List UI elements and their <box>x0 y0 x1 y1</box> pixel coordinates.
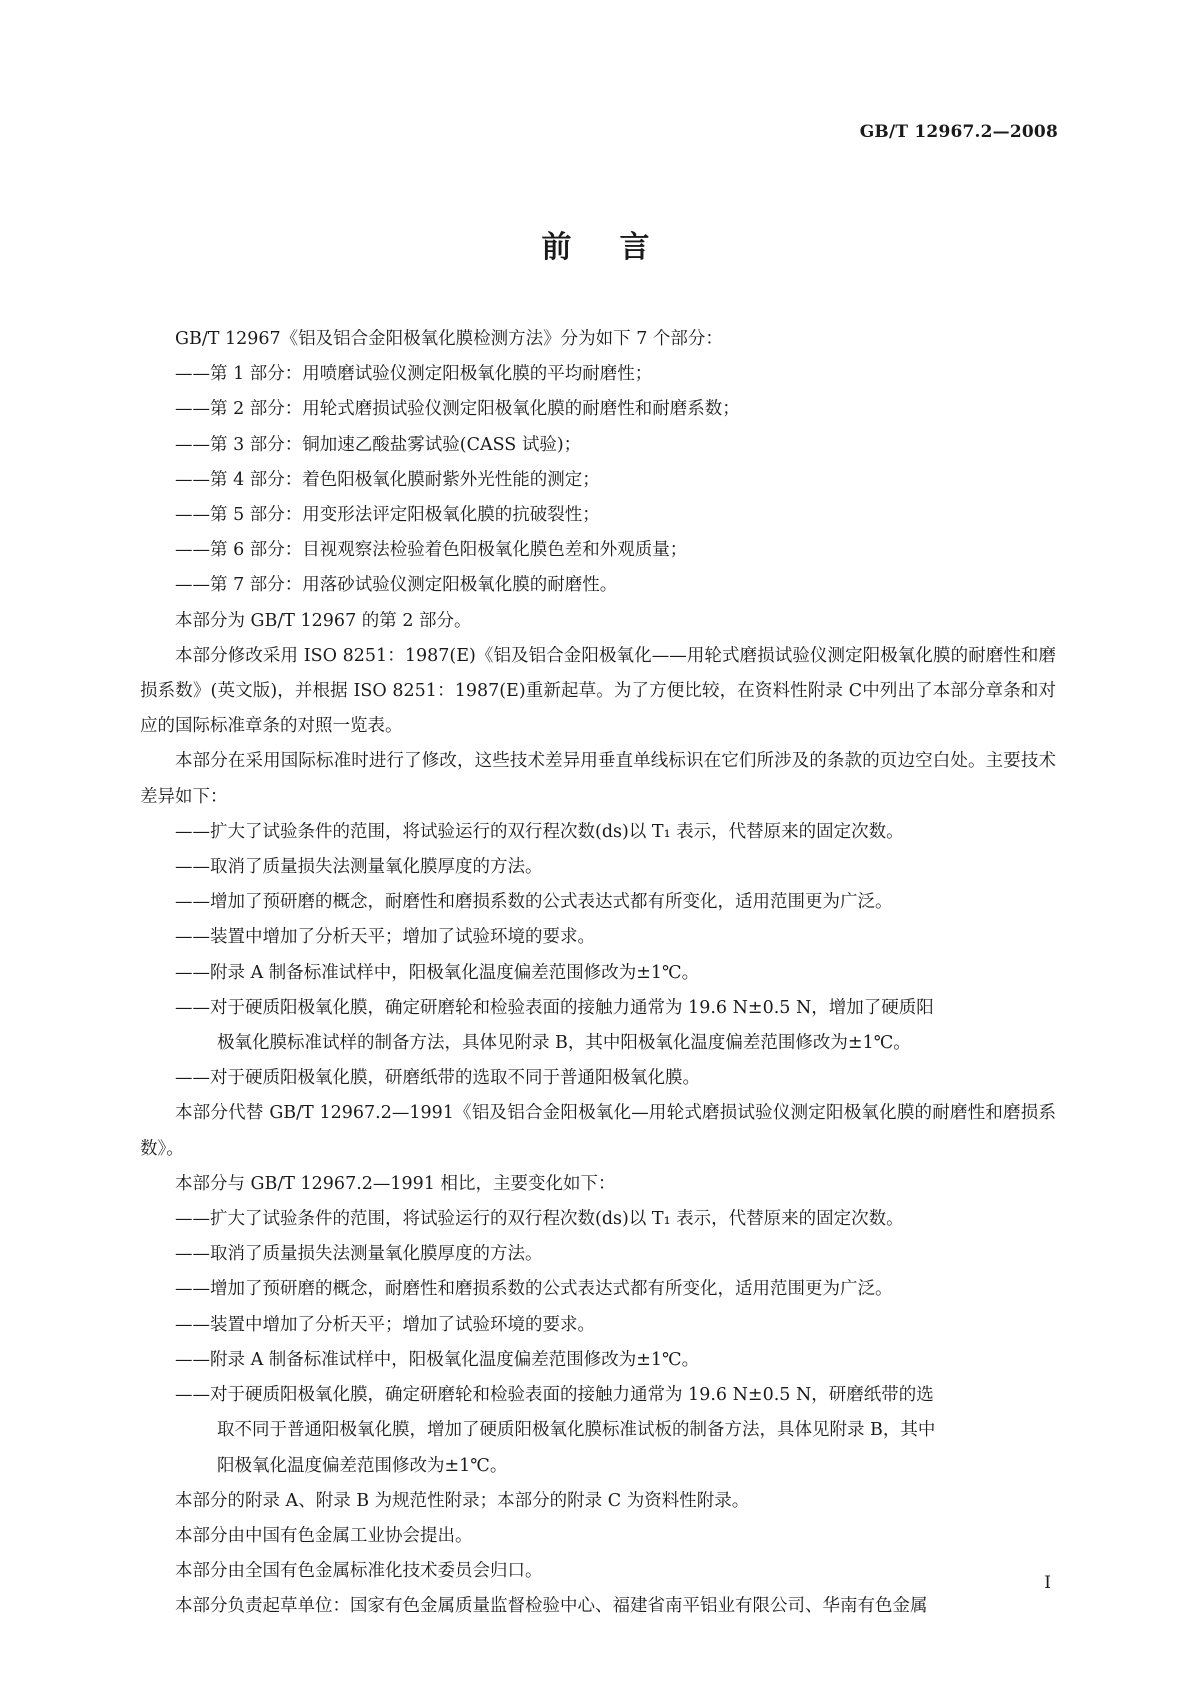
paragraph: 本部分代替 GB/T 12967.2—1991《铝及铝合金阳极氧化—用轮式磨损试验仪测定阳极氧化膜的耐磨性和磨损系数》。 <box>140 1103 1056 1159</box>
list-item: ——第 5 部分：用变形法评定阳极氧化膜的抗破裂性； <box>175 505 600 526</box>
list-item: ——取消了质量损失法测量氧化膜厚度的方法。 <box>175 1244 543 1265</box>
list-item <box>140 991 1056 1061</box>
list-item: ——第 7 部分：用落砂试验仪测定阳极氧化膜的耐磨性。 <box>175 575 618 596</box>
list-item: ——第 1 部分：用喷磨试验仪测定阳极氧化膜的平均耐磨性； <box>175 364 653 385</box>
list-item: ——第 2 部分：用轮式磨损试验仪测定阳极氧化膜的耐磨性和耐磨系数； <box>175 399 740 420</box>
paragraph: GB/T 12967《铝及铝合金阳极氧化膜检测方法》分为如下 7 个部分： <box>175 329 723 349</box>
standard-number-header: GB/T 12967.2—2008 <box>859 122 1058 142</box>
list-item-line: ——对于硬质阳极氧化膜，确定研磨轮和检验表面的接触力通常为 19.6 N±0.5 N，研磨纸带的选 <box>175 1385 934 1406</box>
list-item-line: 取不同于普通阳极氧化膜，增加了硬质阳极氧化膜标准试板的制备方法，具体见附录 B，其中 <box>217 1420 936 1441</box>
paragraph: 本部分由中国有色金属工业协会提出。 <box>175 1525 473 1546</box>
list-item-line: ——对于硬质阳极氧化膜，确定研磨轮和检验表面的接触力通常为 19.6 N±0.5 N，增加了硬质阳 <box>175 997 934 1018</box>
paragraph: 本部分的附录 A、附录 B 为规范性附录；本部分的附录 C 为资料性附录。 <box>175 1490 750 1511</box>
list-item: ——扩大了试验条件的范围，将试验运行的双行程次数(ds)以 T₁ 表示，代替原来的固定次数。 <box>175 1209 904 1230</box>
list-item-line: 阳极氧化温度偏差范围修改为±1℃。 <box>217 1455 508 1476</box>
document-body <box>140 322 1056 1625</box>
list-item: ——增加了预研磨的概念，耐磨性和磨损系数的公式表达式都有所变化，适用范围更为广泛。 <box>175 1279 893 1300</box>
page-number: I <box>1044 1573 1051 1593</box>
list-item: ——增加了预研磨的概念，耐磨性和磨损系数的公式表达式都有所变化，适用范围更为广泛。 <box>175 892 893 913</box>
list-item: ——装置中增加了分析天平；增加了试验环境的要求。 <box>175 1314 595 1335</box>
list-item: ——附录 A 制备标准试样中，阳极氧化温度偏差范围修改为±1℃。 <box>175 1349 700 1370</box>
list-item: ——第 3 部分：铜加速乙酸盐雾试验(CASS 试验)； <box>175 434 582 455</box>
list-item: ——附录 A 制备标准试样中，阳极氧化温度偏差范围修改为±1℃。 <box>175 962 700 983</box>
paragraph: 本部分负责起草单位：国家有色金属质量监督检验中心、福建省南平铝业有限公司、华南有色金属 <box>175 1596 928 1617</box>
list-item: ——第 6 部分：目视观察法检验着色阳极氧化膜色差和外观质量； <box>175 540 688 561</box>
paragraph: 本部分修改采用 ISO 8251：1987(E)《铝及铝合金阳极氧化——用轮式磨损试验仪测定阳极氧化膜的耐磨性和磨损系数》(英文版)，并根据 ISO 8251：1987(E)重新起草。为了方便比较，在资料性附录 C中列出了本部分章条和对应的国际标准章条的对照一览表。 <box>140 645 1056 737</box>
list-item: ——装置中增加了分析天平；增加了试验环境的要求。 <box>175 927 595 948</box>
list-item-line: 极氧化膜标准试样的制备方法，具体见附录 B，其中阳极氧化温度偏差范围修改为±1℃。 <box>217 1033 911 1054</box>
list-item: ——第 4 部分：着色阳极氧化膜耐紫外光性能的测定； <box>175 469 600 490</box>
paragraph: 本部分由全国有色金属标准化技术委员会归口。 <box>175 1561 543 1582</box>
paragraph: 本部分为 GB/T 12967 的第 2 部分。 <box>175 610 472 631</box>
list-item: ——对于硬质阳极氧化膜，研磨纸带的选取不同于普通阳极氧化膜。 <box>175 1068 700 1089</box>
list-item: ——扩大了试验条件的范围，将试验运行的双行程次数(ds)以 T₁ 表示，代替原来的固定次数。 <box>175 821 904 842</box>
paragraph: 本部分与 GB/T 12967.2—1991 相比，主要变化如下： <box>175 1173 616 1194</box>
list-item <box>140 1378 1056 1484</box>
list-item: ——取消了质量损失法测量氧化膜厚度的方法。 <box>175 857 543 878</box>
page-title: 前言 <box>541 230 698 265</box>
paragraph: 本部分在采用国际标准时进行了修改，这些技术差异用垂直单线标识在它们所涉及的条款的页边空白处。主要技术差异如下： <box>140 751 1056 807</box>
